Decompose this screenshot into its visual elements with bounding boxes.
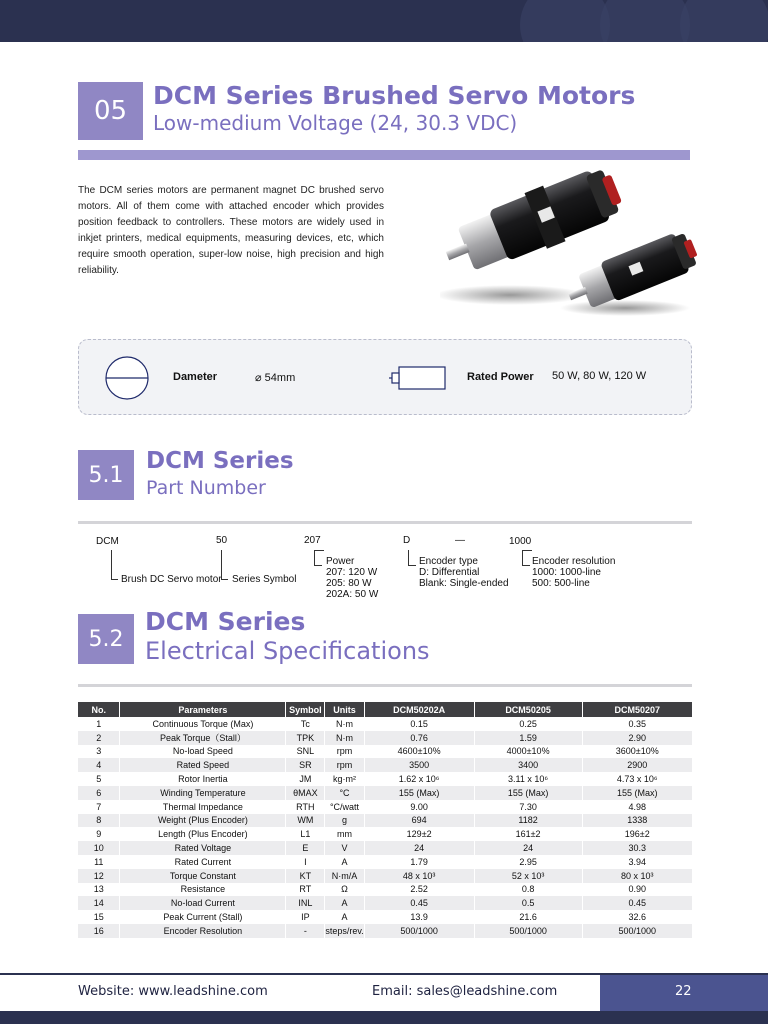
pn-connector: [111, 550, 118, 580]
pn-connector: [221, 550, 228, 580]
table-cell: Rated Voltage: [120, 841, 286, 855]
table-cell: 14: [78, 896, 120, 910]
pn-code-50: 50: [216, 535, 228, 546]
table-cell: E: [286, 841, 325, 855]
table-row: [78, 896, 692, 910]
table-cell: 3500: [364, 758, 474, 772]
section-number-badge: 05: [78, 82, 143, 140]
table-cell: Length (Plus Encoder): [120, 827, 286, 841]
table-cell: 21.6: [474, 910, 582, 924]
table-row: [78, 745, 692, 759]
rated-power-label: Rated Power: [467, 371, 534, 383]
table-cell: 1.62 x 10⁶: [364, 772, 474, 786]
table-cell: 10: [78, 841, 120, 855]
table-cell: 1: [78, 717, 120, 731]
section-5-2-title: DCM Series: [145, 607, 306, 636]
table-row: [78, 924, 692, 938]
table-cell: N·m/A: [325, 869, 364, 883]
intro-paragraph: The DCM series motors are permanent magnet DC brushed servo motors. All of them come with attached encoder which provides position feedback to controllers. These motors are widely used in inkjet printers, medical equipments, measuring devices, etc, which require smooth operation, super-low noise, high precision and high reliability.: [78, 185, 384, 276]
table-row: [78, 786, 692, 800]
pn-encoder-line: Encoder type: [419, 556, 478, 567]
table-cell: IP: [286, 910, 325, 924]
table-cell: θMAX: [286, 786, 325, 800]
pn-encoder-line: Blank: Single-ended: [419, 578, 509, 589]
table-cell: 0.8: [474, 883, 582, 897]
section-5-1-subtitle: Part Number: [146, 477, 266, 499]
table-cell: 13.9: [364, 910, 474, 924]
page-title: DCM Series Brushed Servo Motors: [153, 81, 636, 110]
spec-summary-box: [78, 339, 692, 415]
table-cell: 155 (Max): [474, 786, 582, 800]
table-cell: 155 (Max): [364, 786, 474, 800]
column-header: No.: [78, 702, 120, 717]
column-header: Parameters: [120, 702, 286, 717]
table-cell: rpm: [325, 758, 364, 772]
table-cell: 3.94: [628, 856, 647, 867]
pn-encoder-line: D: Differential: [419, 567, 480, 578]
table-cell: 15: [78, 910, 120, 924]
table-body: [78, 717, 692, 938]
diameter-label: Dameter: [173, 371, 218, 383]
pn-resolution-line: 1000: 1000-line: [532, 567, 601, 578]
table-cell: Weight (Plus Encoder): [120, 814, 286, 828]
table-cell: A: [325, 896, 364, 910]
table-cell: 0.5: [474, 896, 582, 910]
table-cell: 500/1000: [582, 924, 692, 938]
section-5-2-badge: 5.2: [78, 614, 134, 664]
table-cell: 500/1000: [474, 924, 582, 938]
table-cell: 7.30: [474, 800, 582, 814]
table-cell: 196±2: [624, 829, 650, 840]
banner-decoration: [600, 0, 690, 42]
table-cell: I: [286, 855, 325, 869]
table-cell: WM: [286, 814, 325, 828]
table-cell: g: [325, 814, 364, 828]
table-cell: 13: [78, 883, 120, 897]
table-cell: V: [325, 841, 364, 855]
table-cell: Encoder Resolution: [120, 924, 286, 938]
table-cell: No-load Current: [120, 896, 286, 910]
table-cell: 52 x 10³: [474, 869, 582, 883]
table-cell: 0.45: [364, 896, 474, 910]
column-header: Units: [325, 702, 364, 717]
table-cell: 48 x 10³: [364, 869, 474, 883]
column-header: DCM50202A: [364, 702, 474, 717]
table-cell: 8: [78, 814, 120, 828]
table-cell: 3600±10%: [615, 746, 659, 757]
table-cell: Continuous Torque (Max): [120, 717, 286, 731]
table-cell: 2: [78, 731, 120, 745]
pn-power-line: 205: 80 W: [326, 578, 372, 589]
pn-code-1000: 1000: [509, 536, 532, 547]
table-cell: 80 x 10³: [582, 869, 692, 883]
table-cell: 9.00: [364, 800, 474, 814]
table-cell: -: [286, 924, 325, 938]
table-cell: 0.45: [582, 896, 692, 910]
pn-resolution-line: 500: 500-line: [532, 578, 590, 589]
table-row: [78, 827, 692, 841]
section-5-1-title: DCM Series: [146, 448, 294, 474]
table-cell: 0.90: [628, 884, 647, 895]
pn-connector: [408, 550, 416, 566]
table-cell: 1338: [582, 814, 692, 828]
table-cell: Rated Speed: [120, 758, 286, 772]
table-cell: A: [325, 855, 364, 869]
pn-connector: [314, 550, 322, 566]
table-cell: 2.52: [364, 883, 474, 897]
table-cell: N·m: [325, 717, 364, 731]
pn-code-dcm: DCM: [96, 536, 119, 547]
rated-power-value: 50 W, 80 W, 120 W: [552, 370, 647, 382]
table-cell: 4.98: [628, 801, 647, 812]
footer-email: Email: sales@leadshine.com: [372, 984, 558, 999]
table-cell: 5: [78, 772, 120, 786]
table-cell: kg·m²: [325, 772, 364, 786]
table-cell: Resistance: [120, 883, 286, 897]
table-cell: 24: [364, 841, 474, 855]
section-5-1-badge: 5.1: [78, 450, 134, 500]
pn-desc-series: Series Symbol: [232, 574, 297, 585]
section-divider: [78, 521, 692, 524]
table-cell: steps/rev.: [325, 925, 364, 936]
table-cell: 9: [78, 827, 120, 841]
table-cell: 4000±10%: [474, 745, 582, 759]
table-cell: 30.3: [582, 841, 692, 855]
table-cell: 24: [474, 841, 582, 855]
table-cell: Peak Current (Stall): [120, 910, 286, 924]
large-motor: [440, 161, 628, 285]
table-cell: mm: [325, 827, 364, 841]
column-header: Symbol: [286, 702, 325, 717]
table-cell: 2900: [582, 758, 692, 772]
diameter-icon: [103, 354, 151, 402]
pn-connector-cap: [522, 550, 532, 551]
table-cell: SR: [286, 758, 325, 772]
section-divider: [78, 684, 692, 687]
banner-decoration: [520, 0, 610, 42]
pn-code-d: D: [403, 535, 411, 546]
table-cell: 694: [364, 814, 474, 828]
table-row: [78, 910, 692, 924]
table-cell: 4.73 x 10⁶: [616, 774, 658, 785]
table-cell: Winding Temperature: [120, 786, 286, 800]
footer-website: Website: www.leadshine.com: [78, 984, 268, 999]
banner-decoration: [680, 0, 768, 42]
table-cell: 155 (Max): [582, 786, 692, 800]
shadow: [560, 300, 690, 316]
table-cell: L1: [286, 827, 325, 841]
table-cell: Rotor Inertia: [120, 772, 286, 786]
table-cell: 32.6: [628, 912, 647, 923]
table-row: [78, 855, 692, 869]
pn-power-line: Power: [326, 556, 355, 567]
pn-code-207: 207: [304, 535, 321, 546]
table-cell: 500/1000: [364, 924, 474, 938]
table-cell: SNL: [286, 745, 325, 759]
electrical-spec-table: [78, 702, 692, 938]
table-cell: 6: [78, 786, 120, 800]
table-cell: INL: [286, 896, 325, 910]
pn-desc-brush: Brush DC Servo motor: [121, 574, 222, 585]
table-cell: 4600±10%: [364, 745, 474, 759]
pn-power-line: 207: 120 W: [326, 567, 378, 578]
top-banner: [0, 0, 768, 42]
table-cell: 0.35: [628, 718, 647, 729]
table-row: [78, 758, 692, 772]
page-subtitle: Low-medium Voltage (24, 30.3 VDC): [153, 111, 518, 135]
table-cell: 129±2: [364, 827, 474, 841]
table-row: [78, 869, 692, 883]
table-row: [78, 841, 692, 855]
title-divider: [78, 150, 690, 160]
pn-connector: [522, 550, 530, 566]
table-cell: A: [325, 910, 364, 924]
table-cell: RTH: [286, 800, 325, 814]
table-cell: Tc: [286, 717, 325, 731]
pn-resolution-line: Encoder resolution: [532, 556, 616, 567]
pn-power-line: 202A: 50 W: [326, 589, 379, 600]
footer-band: [0, 1011, 768, 1024]
motor-photo: [440, 160, 700, 320]
table-cell: 3: [78, 745, 120, 759]
table-cell: RT: [286, 883, 325, 897]
table-row: [78, 731, 692, 745]
table-cell: 11: [78, 855, 120, 869]
table-cell: 1.59: [474, 731, 582, 745]
table-cell: 2.90: [582, 731, 692, 745]
table-cell: 16: [78, 924, 120, 938]
table-cell: 1.79: [364, 855, 474, 869]
column-header: DCM50205: [474, 702, 582, 717]
table-cell: 3400: [474, 758, 582, 772]
table-row: [78, 772, 692, 786]
table-cell: rpm: [325, 745, 364, 759]
section-5-2-subtitle: Electrical Specifications: [145, 637, 430, 665]
column-header: DCM50207: [582, 702, 692, 717]
table-cell: JM: [286, 772, 325, 786]
table-cell: 161±2: [474, 827, 582, 841]
table-cell: °C/watt: [325, 800, 364, 814]
table-row: [78, 883, 692, 897]
table-cell: 7: [78, 800, 120, 814]
table-row: [78, 814, 692, 828]
table-cell: No-load Speed: [120, 745, 286, 759]
table-cell: 0.15: [364, 717, 474, 731]
table-cell: 0.25: [474, 717, 582, 731]
table-cell: Rated Current: [120, 855, 286, 869]
diameter-value: ⌀ 54mm: [255, 372, 296, 384]
pn-code-dash: —: [455, 535, 465, 546]
table-cell: 4: [78, 758, 120, 772]
motor-outline-icon: [389, 365, 449, 391]
table-cell: Torque Constant: [120, 869, 286, 883]
page-number: 22: [675, 984, 692, 999]
footer: [0, 975, 768, 1024]
table-cell: 0.76: [364, 731, 474, 745]
table-cell: °C: [325, 786, 364, 800]
table-cell: N·m: [325, 731, 364, 745]
table-header-row: [78, 702, 692, 717]
table-row: [78, 717, 692, 731]
table-cell: 1182: [474, 814, 582, 828]
table-cell: 12: [78, 869, 120, 883]
table-cell: 2.95: [474, 855, 582, 869]
shadow: [440, 285, 585, 305]
table-cell: Thermal Impedance: [120, 800, 286, 814]
pn-connector-cap: [314, 550, 324, 551]
table-cell: Peak Torque（Stall）: [120, 731, 286, 745]
table-cell: KT: [286, 869, 325, 883]
table-row: [78, 800, 692, 814]
table-cell: Ω: [325, 883, 364, 897]
table-cell: TPK: [286, 731, 325, 745]
table-cell: 3.11 x 10⁶: [474, 772, 582, 786]
